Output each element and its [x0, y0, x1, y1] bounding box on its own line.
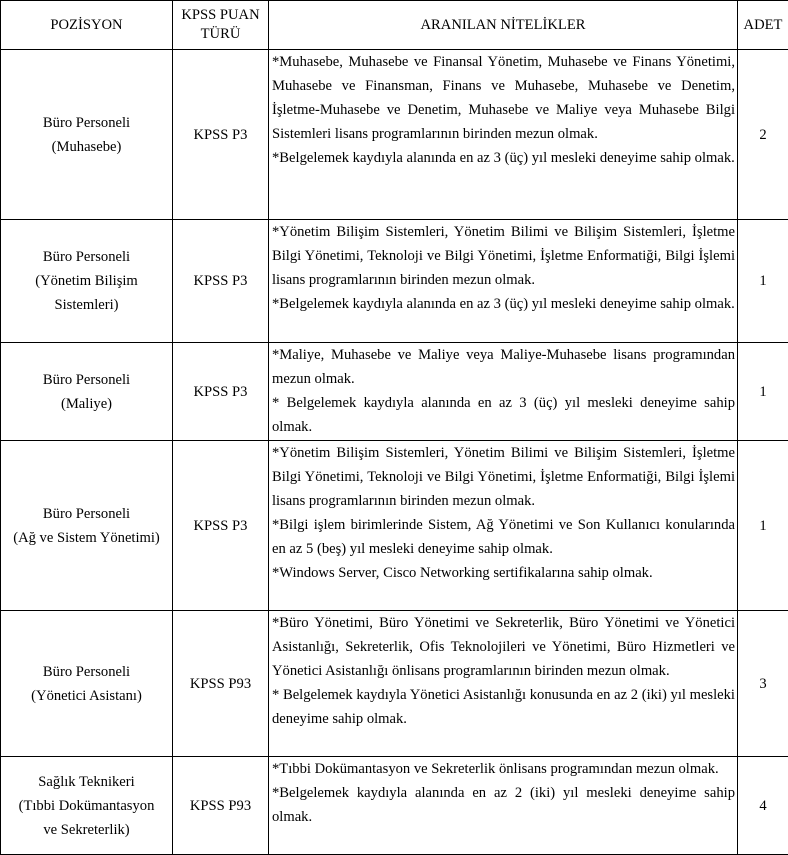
- position-line: Büro Personeli: [1, 368, 172, 392]
- header-row: [1, 1, 788, 50]
- table-row: [1, 220, 788, 343]
- qualification-item: *Windows Server, Cisco Networking sertifikalarına sahip olmak.: [272, 561, 735, 585]
- qualification-item: *Belgelemek kaydıyla alanında en az 2 (iki) yıl mesleki deneyime sahip olmak.: [272, 781, 735, 829]
- position-line: (Muhasebe): [1, 135, 172, 159]
- qualification-item: *Muhasebe, Muhasebe ve Finansal Yönetim, Muhasebe ve Finans Yönetimi, Muhasebe ve Finansman, Finans ve Muhasebe, Muhasebe ve Denetim, İşletme-Muhasebe ve Denetim, Muhasebe ve Maliye veya Muhasebe Bilgi Sistemleri lisans programlarının birinden mezun olmak.: [272, 50, 735, 146]
- qualifications-cell: [269, 441, 738, 611]
- table-row: [1, 611, 788, 757]
- position-line: (Maliye): [1, 392, 172, 416]
- score-type-cell: KPSS P93: [173, 611, 269, 757]
- position-line: Sistemleri): [1, 293, 172, 317]
- qualifications-cell: [269, 50, 738, 220]
- header-score-type: [173, 1, 269, 50]
- qualification-item: * Belgelemek kaydıyla Yönetici Asistanlığı konusunda en az 2 (iki) yıl mesleki deneyime sahip olmak.: [272, 683, 735, 731]
- header-qualifications: ARANILAN NİTELİKLER: [269, 1, 738, 50]
- table-row: [1, 343, 788, 441]
- position-cell: [1, 441, 173, 611]
- position-line: Büro Personeli: [1, 111, 172, 135]
- qualification-item: *Yönetim Bilişim Sistemleri, Yönetim Bilimi ve Bilişim Sistemleri, İşletme Bilgi Yönetimi, Teknoloji ve Bilgi Yönetimi, İşletme Enformatiği, Bilgi İşlemi lisans programlarının birinden mezun olmak.: [272, 441, 735, 513]
- position-line: Büro Personeli: [1, 502, 172, 526]
- qualifications-cell: [269, 220, 738, 343]
- position-line: ve Sekreterlik): [1, 818, 172, 842]
- qualification-item: *Maliye, Muhasebe ve Maliye veya Maliye-Muhasebe lisans programından mezun olmak.: [272, 343, 735, 391]
- position-line: (Tıbbi Dokümantasyon: [1, 794, 172, 818]
- position-cell: [1, 220, 173, 343]
- position-line: (Ağ ve Sistem Yönetimi): [1, 526, 172, 550]
- header-count: ADET: [738, 1, 788, 50]
- header-score-type-line: KPSS PUAN: [173, 6, 268, 25]
- position-line: (Yönetici Asistanı): [1, 684, 172, 708]
- header-position: POZİSYON: [1, 1, 173, 50]
- count-cell: 1: [738, 343, 788, 441]
- qualification-item: *Tıbbi Dokümantasyon ve Sekreterlik önlisans programından mezun olmak.: [272, 757, 735, 781]
- position-cell: [1, 343, 173, 441]
- score-type-cell: KPSS P3: [173, 441, 269, 611]
- score-type-cell: KPSS P3: [173, 50, 269, 220]
- qualification-item: *Belgelemek kaydıyla alanında en az 3 (üç) yıl mesleki deneyime sahip olmak.: [272, 292, 735, 316]
- position-cell: [1, 757, 173, 855]
- table-row: [1, 50, 788, 220]
- position-line: Sağlık Teknikeri: [1, 770, 172, 794]
- qualification-item: * Belgelemek kaydıyla alanında en az 3 (üç) yıl mesleki deneyime sahip olmak.: [272, 391, 735, 439]
- header-score-type-line: TÜRÜ: [173, 25, 268, 44]
- score-type-cell: KPSS P93: [173, 757, 269, 855]
- qualification-item: *Belgelemek kaydıyla alanında en az 3 (üç) yıl mesleki deneyime sahip olmak.: [272, 146, 735, 170]
- qualification-item: *Bilgi işlem birimlerinde Sistem, Ağ Yönetimi ve Son Kullanıcı konularında en az 5 (beş) yıl mesleki deneyime sahip olmak.: [272, 513, 735, 561]
- qualification-item: *Yönetim Bilişim Sistemleri, Yönetim Bilimi ve Bilişim Sistemleri, İşletme Bilgi Yönetimi, Teknoloji ve Bilgi Yönetimi, İşletme Enformatiği, Bilgi İşlemi lisans programlarının birinden mezun olmak.: [272, 220, 735, 292]
- position-line: Büro Personeli: [1, 660, 172, 684]
- position-cell: [1, 611, 173, 757]
- count-cell: 1: [738, 441, 788, 611]
- qualifications-cell: [269, 343, 738, 441]
- qualifications-cell: [269, 757, 738, 855]
- table-row: [1, 441, 788, 611]
- position-line: Büro Personeli: [1, 245, 172, 269]
- count-cell: 3: [738, 611, 788, 757]
- position-cell: [1, 50, 173, 220]
- count-cell: 4: [738, 757, 788, 855]
- count-cell: 1: [738, 220, 788, 343]
- qualifications-cell: [269, 611, 738, 757]
- qualification-item: *Büro Yönetimi, Büro Yönetimi ve Sekreterlik, Büro Yönetimi ve Yönetici Asistanlığı, Sekreterlik, Ofis Teknolojileri ve Yönetimi, Büro Hizmetleri ve Yönetici Asistanlığı önlisans programlarının birinden mezun olmak.: [272, 611, 735, 683]
- count-cell: 2: [738, 50, 788, 220]
- table-row: [1, 757, 788, 855]
- position-line: (Yönetim Bilişim: [1, 269, 172, 293]
- score-type-cell: KPSS P3: [173, 343, 269, 441]
- score-type-cell: KPSS P3: [173, 220, 269, 343]
